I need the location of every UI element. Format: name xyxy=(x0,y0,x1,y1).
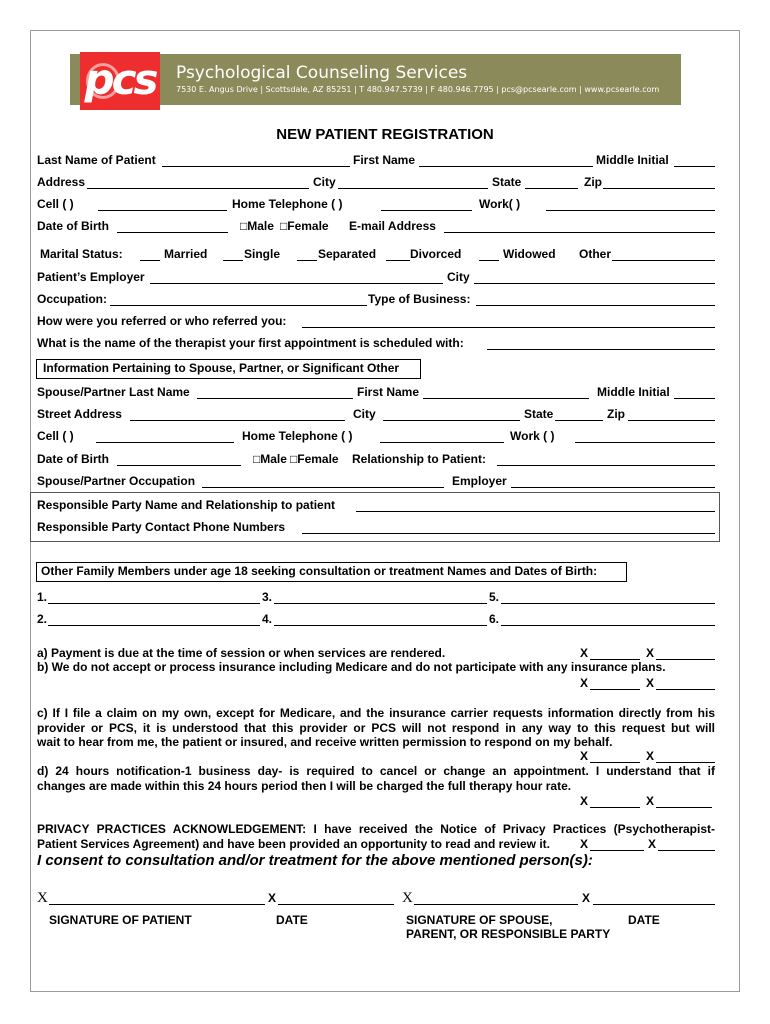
privacy-initial-2[interactable] xyxy=(658,850,715,851)
spouse-cell-field[interactable] xyxy=(96,442,234,443)
marital-status-label: Marital Status: xyxy=(40,247,123,261)
work-field[interactable] xyxy=(546,210,715,211)
single-blank[interactable] xyxy=(223,260,243,261)
spouse-city-label: City xyxy=(353,407,376,421)
spouse-street-label: Street Address xyxy=(37,407,122,421)
spouse-female-checkbox[interactable]: □Female xyxy=(290,452,339,466)
date-2-field[interactable] xyxy=(593,904,715,905)
cell-label: Cell ( ) xyxy=(37,197,74,211)
family-5-label: 5. xyxy=(489,590,500,604)
family-6-label: 6. xyxy=(489,612,500,626)
spouse-home-telephone-label: Home Telephone ( ) xyxy=(242,429,353,443)
middle-initial-field[interactable] xyxy=(674,166,715,167)
company-name: Psychological Counseling Services xyxy=(176,63,468,83)
policy-b-initial-2[interactable] xyxy=(656,689,715,690)
policy-d-line-1: d) 24 hours notification-1 business day- is required to cancel or change an appointment. I understand that if xyxy=(37,764,715,778)
spouse-employer-field[interactable] xyxy=(511,487,715,488)
city-label: City xyxy=(313,175,336,189)
separated-blank[interactable] xyxy=(297,260,317,261)
business-type-field[interactable] xyxy=(476,305,715,306)
patient-signature-field[interactable] xyxy=(49,904,265,905)
logo-text: pcs xyxy=(84,55,156,104)
referral-label: How were you referred or who referred you: xyxy=(37,314,287,328)
other-field[interactable] xyxy=(612,260,715,261)
privacy-line-2: Patient Services Agreement) and have been provided an opportunity to read and review it. xyxy=(37,836,551,851)
policy-c-initial-2[interactable] xyxy=(656,762,715,763)
divorced-option: Divorced xyxy=(410,247,462,261)
zip-label: Zip xyxy=(584,175,602,189)
occupation-field[interactable] xyxy=(110,305,367,306)
widowed-option: Widowed xyxy=(503,247,556,261)
occupation-label: Occupation: xyxy=(37,292,108,306)
family-3-field[interactable] xyxy=(274,603,487,604)
spouse-occupation-label: Spouse/Partner Occupation xyxy=(37,474,196,488)
spouse-zip-label: Zip xyxy=(607,407,625,421)
policy-b: b) We do not accept or process insurance including Medicare and do not participate with any insurance plans. xyxy=(37,660,666,674)
privacy-initial-1[interactable] xyxy=(590,850,644,851)
date-1-caption: DATE xyxy=(276,913,308,927)
date-1-field[interactable] xyxy=(278,904,394,905)
family-2-field[interactable] xyxy=(48,625,260,626)
spouse-middle-initial-label: Middle Initial xyxy=(597,385,670,399)
family-4-label: 4. xyxy=(262,612,273,626)
spouse-city-field[interactable] xyxy=(383,420,520,421)
male-checkbox[interactable]: □Male xyxy=(240,219,274,233)
family-5-field[interactable] xyxy=(501,603,715,604)
relationship-label: Relationship to Patient: xyxy=(352,452,487,466)
employer-field[interactable] xyxy=(150,283,443,284)
policy-b-x2: X xyxy=(646,676,655,690)
therapist-label: What is the name of the therapist your first appointment is scheduled with: xyxy=(37,336,464,350)
other-option: Other xyxy=(579,247,612,261)
middle-initial-label: Middle Initial xyxy=(596,153,669,167)
consent-statement: I consent to consultation and/or treatment for the above mentioned person(s): xyxy=(37,852,593,869)
business-type-label: Type of Business: xyxy=(368,292,471,306)
spouse-last-name-label: Spouse/Partner Last Name xyxy=(37,385,190,399)
dob-field[interactable] xyxy=(117,232,228,233)
date-1-x: X xyxy=(268,891,277,905)
spouse-first-name-label: First Name xyxy=(357,385,420,399)
employer-label: Patient’s Employer xyxy=(37,270,145,284)
state-field[interactable] xyxy=(525,188,578,189)
spouse-last-name-field[interactable] xyxy=(197,398,353,399)
employer-city-field[interactable] xyxy=(474,283,715,284)
last-name-label: Last Name of Patient xyxy=(37,153,156,167)
family-1-field[interactable] xyxy=(48,603,260,604)
policy-b-x1: X xyxy=(580,676,589,690)
city-field[interactable] xyxy=(338,188,488,189)
spouse-male-checkbox[interactable]: □Male xyxy=(253,452,287,466)
policy-c-line-2: provider or PCS, it is understood that this provider or PCS will not respond in any way to this request but will xyxy=(37,720,715,735)
date-2-x: X xyxy=(582,891,591,905)
spouse-cell-label: Cell ( ) xyxy=(37,429,74,443)
spouse-work-field[interactable] xyxy=(575,442,715,443)
separated-option: Separated xyxy=(318,247,377,261)
spouse-employer-label: Employer xyxy=(452,474,507,488)
spouse-signature-x: X xyxy=(402,890,413,906)
cell-field[interactable] xyxy=(98,210,227,211)
policy-c-x2: X xyxy=(646,749,655,763)
policy-c-x1: X xyxy=(580,749,589,763)
policy-a: a) Payment is due at the time of session or when services are rendered. xyxy=(37,646,446,660)
policy-c-line-1: c) If I file a claim on my own, except for Medicare, and the insurance carrier requests information directly from his xyxy=(37,706,715,720)
policy-c-initial-1[interactable] xyxy=(590,762,640,763)
family-heading: Other Family Members under age 18 seeking consultation or treatment Names and Dates of Birth: xyxy=(41,564,598,578)
patient-signature-caption: SIGNATURE OF PATIENT xyxy=(49,913,192,927)
policy-d-initial-2[interactable] xyxy=(656,807,712,808)
company-contact: 7530 E. Angus Drive | Scottsdale, AZ 85251 | T 480.947.5739 | F 480.946.7795 | pcs@pcsearle.com | www.pcsearle.com xyxy=(176,85,660,94)
policy-d-x1: X xyxy=(580,794,589,808)
privacy-line-1: PRIVACY PRACTICES ACKNOWLEDGEMENT: I have received the Notice of Privacy Practices (Psychotherapist- xyxy=(37,822,715,836)
spouse-dob-field[interactable] xyxy=(117,465,241,466)
last-name-field[interactable] xyxy=(162,166,350,167)
family-4-field[interactable] xyxy=(274,625,487,626)
zip-field[interactable] xyxy=(603,188,715,189)
form-title: NEW PATIENT REGISTRATION xyxy=(276,126,494,143)
work-label: Work( ) xyxy=(479,197,521,211)
spouse-signature-field[interactable] xyxy=(414,904,578,905)
first-name-field[interactable] xyxy=(419,166,593,167)
family-2-label: 2. xyxy=(37,612,48,626)
responsible-phone-label: Responsible Party Contact Phone Numbers xyxy=(37,520,286,534)
spouse-street-field[interactable] xyxy=(130,420,345,421)
female-checkbox[interactable]: □Female xyxy=(280,219,329,233)
married-option: Married xyxy=(164,247,208,261)
divorced-blank[interactable] xyxy=(386,260,410,261)
privacy-x1: X xyxy=(580,836,589,851)
policy-a-x1: X xyxy=(580,646,589,660)
spouse-state-field[interactable] xyxy=(555,420,603,421)
address-label: Address xyxy=(37,175,86,189)
responsible-phone-field[interactable] xyxy=(302,533,715,534)
policy-d-initial-1[interactable] xyxy=(590,807,640,808)
spouse-state-label: State xyxy=(524,407,554,421)
patient-signature-x: X xyxy=(37,890,48,906)
single-option: Single xyxy=(244,247,281,261)
employer-city-label: City xyxy=(447,270,470,284)
policy-d-line-2: changes are made within this 24 hours period then I will be charged the full therapy hour rate. xyxy=(37,778,572,793)
privacy-x2: X xyxy=(648,836,657,851)
spouse-section-heading: Information Pertaining to Spouse, Partner, or Significant Other xyxy=(43,361,400,375)
policy-b-initial-1[interactable] xyxy=(590,689,640,690)
dob-label: Date of Birth xyxy=(37,219,109,233)
relationship-field[interactable] xyxy=(497,465,715,466)
email-label: E-mail Address xyxy=(349,219,436,233)
spouse-signature-caption-1: SIGNATURE OF SPOUSE, xyxy=(406,913,553,927)
address-field[interactable] xyxy=(87,188,309,189)
family-3-label: 3. xyxy=(262,590,273,604)
home-telephone-field[interactable] xyxy=(381,210,472,211)
email-field[interactable] xyxy=(444,232,715,233)
spouse-signature-caption-2: PARENT, OR RESPONSIBLE PARTY xyxy=(406,927,611,941)
spouse-zip-field[interactable] xyxy=(628,420,715,421)
married-blank[interactable] xyxy=(140,260,160,261)
state-label: State xyxy=(492,175,522,189)
referral-field[interactable] xyxy=(302,327,715,328)
widowed-blank[interactable] xyxy=(479,260,499,261)
spouse-work-label: Work ( ) xyxy=(510,429,555,443)
therapist-field[interactable] xyxy=(487,349,715,350)
policy-d-x2: X xyxy=(646,794,655,808)
date-2-caption: DATE xyxy=(628,913,660,927)
spouse-occupation-field[interactable] xyxy=(202,487,444,488)
policy-c-line-3: wait to hear from me, the patient or insured, and receive written permission to respond on my behalf. xyxy=(37,735,613,749)
responsible-name-label: Responsible Party Name and Relationship to patient xyxy=(37,498,336,512)
home-telephone-label: Home Telephone ( ) xyxy=(232,197,343,211)
family-1-label: 1. xyxy=(37,590,48,604)
spouse-home-telephone-field[interactable] xyxy=(380,442,504,443)
responsible-name-field[interactable] xyxy=(356,511,715,512)
policy-a-x2: X xyxy=(646,646,655,660)
spouse-middle-initial-field[interactable] xyxy=(674,398,715,399)
first-name-label: First Name xyxy=(353,153,416,167)
family-6-field[interactable] xyxy=(501,625,715,626)
spouse-dob-label: Date of Birth xyxy=(37,452,109,466)
spouse-first-name-field[interactable] xyxy=(423,398,589,399)
